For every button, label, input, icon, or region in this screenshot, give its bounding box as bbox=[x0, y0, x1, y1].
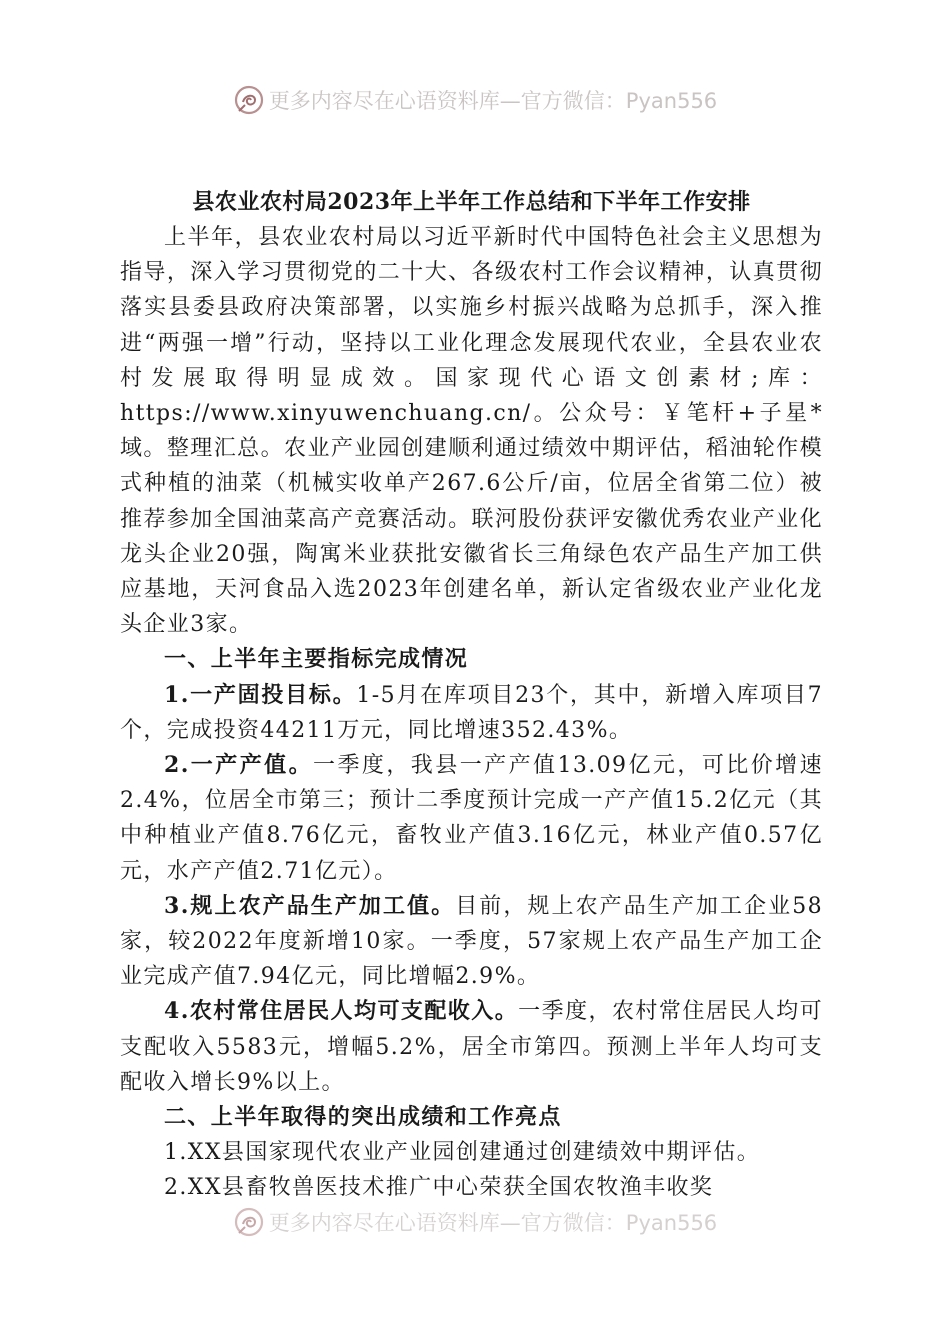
indicator-text: 一季度，农村常住居民人均可支配收入5583元，增幅5.2%，居全市第四。预测上半年人均可支配收入增长9%以上。 bbox=[120, 999, 824, 1095]
document-title: 县农业农村局2023年上半年工作总结和下半年工作安排 bbox=[192, 189, 751, 215]
indicator-lead: 2.一产产值。 bbox=[164, 752, 314, 779]
indicator-text: 目前，规上农产品生产加工企业58家，较2022年度新增10家。一季度，57家规上农产品生产加工企业完成产值7.94亿元，同比增幅2.9%。 bbox=[120, 893, 823, 990]
indicator-item-3 bbox=[120, 889, 823, 995]
highlight-item-2: 2.XX县畜牧兽医技术推广中心荣获全国农牧渔丰收奖 bbox=[164, 1175, 714, 1201]
section-1-heading: 一、上半年主要指标完成情况 bbox=[164, 646, 469, 673]
indicator-lead: 3.规上农产品生产加工值。 bbox=[164, 892, 456, 919]
indicator-item-1 bbox=[120, 678, 823, 748]
indicator-item-2 bbox=[120, 748, 823, 889]
watermark-banner-bottom bbox=[0, 1206, 950, 1238]
rose-logo-icon bbox=[233, 1206, 265, 1238]
highlight-item-1: 1.XX县国家现代农业产业园创建通过创建绩效中期评估。 bbox=[164, 1140, 761, 1166]
document-body bbox=[120, 184, 823, 1206]
indicator-text: 一季度，我县一产产值13.09亿元，可比价增速2.4%，位居全市第三；预计二季度预计完成一产产值15.2亿元（其中种植业产值8.76亿元，畜牧业产值3.16亿元，林业产值0.57亿元，水产产值2.71亿元）。 bbox=[120, 753, 823, 884]
watermark-text: 更多内容尽在心语资料库—官方微信：Pyan556 bbox=[268, 1211, 718, 1235]
watermark-banner-top bbox=[0, 84, 950, 116]
section-2-heading: 二、上半年取得的突出成绩和工作亮点 bbox=[164, 1104, 562, 1131]
indicator-item-4 bbox=[120, 994, 823, 1100]
intro-paragraph: 上半年，县农业农村局以习近平新时代中国特色社会主义思想为指导，深入学习贯彻党的二十大、各级农村工作会议精神，认真贯彻落实县委县政府决策部署，以实施乡村振兴战略为总抓手，深入推进“两强一增”行动，坚持以工业化理念发展现代农业，全县农业农村发展取得明显成效。国家现代心语文创素材;库：https://www.xinyuwenchuang.cn/。公众号：￥笔杆+子星*域。整理汇总。农业产业园创建顺利通过绩效中期评估，稻油轮作模式种植的油菜（机械实收单产267.6公斤/亩，位居全省第二位）被推荐参加全国油菜高产竞赛活动。联河股份获评安徽优秀农业产业化龙头企业20强，陶寓米业获批安徽省长三角绿色农产品生产加工供应基地，天河食品入选2023年创建名单，新认定省级农业产业化龙头企业3家。 bbox=[120, 225, 823, 638]
watermark-text: 更多内容尽在心语资料库—官方微信：Pyan556 bbox=[268, 89, 718, 113]
indicator-lead: 4.农村常住居民人均可支配收入。 bbox=[164, 998, 519, 1025]
indicator-lead: 1.一产固投目标。 bbox=[164, 681, 357, 708]
rose-logo-icon bbox=[233, 84, 265, 116]
indicator-text: 1-5月在库项目23个，其中，新增入库项目7个，完成投资44211万元，同比增速352.43%。 bbox=[120, 682, 823, 743]
